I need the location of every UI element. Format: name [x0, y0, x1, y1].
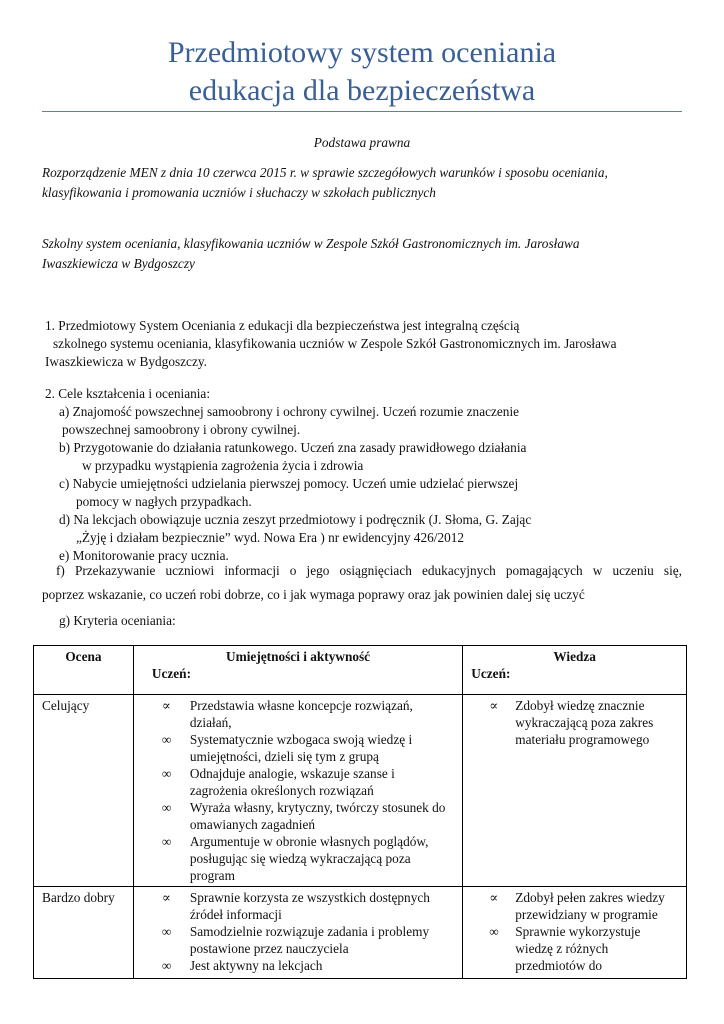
- section-2: [45, 385, 705, 565]
- table-header-row: [34, 646, 687, 695]
- goal-f-line-2: poprzez wskazanie, co uczeń robi dobrze, co i jak wymaga poprawy oraz jak powinien dalej się uczyć: [42, 587, 585, 602]
- goal-c-line-2: pomocy w nagłych przypadkach.: [76, 494, 252, 509]
- goal-d-line-1: d) Na lekcjach obowiązuje ucznia zeszyt przedmiotowy i podręcznik (J. Słoma, G. Zając: [59, 512, 532, 527]
- list-item: ∝ Sprawnie korzysta ze wszystkich dostępnych źródeł informacji: [161, 890, 430, 922]
- section-1: [45, 317, 705, 371]
- section-1-line-2: szkolnego systemu oceniania, klasyfikowania uczniów w Zespole Szkół Gastronomicznych im. Jarosława: [53, 336, 617, 351]
- list-item: ∞ Jest aktywny na lekcjach: [161, 958, 323, 973]
- goal-a-line-1: a) Znajomość powszechnej samoobrony i ochrony cywilnej. Uczeń rozumie znaczenie: [59, 404, 520, 419]
- list-item: ∞ Argumentuje w obronie własnych poglądów, posługując się wiedzą wykraczającą poza program: [161, 834, 429, 883]
- document-title: [42, 34, 682, 110]
- grading-criteria-table: [33, 645, 687, 979]
- table-row: [34, 695, 687, 887]
- row-grade-celujacy: Celujący: [34, 695, 134, 887]
- list-item: ∞ Odnajduje analogie, wskazuje szanse i zagrożenia określonych rozwiązań: [161, 766, 395, 798]
- list-item: ∝ Przedstawia własne koncepcje rozwiązań, działań,: [161, 698, 413, 730]
- school-line-1: Szkolny system oceniania, klasyfikowania uczniów w Zespole Szkół Gastronomicznych im. Jarosława: [42, 236, 580, 251]
- list-item: ∞ Samodzielnie rozwiązuje zadania i problemy postawione przez nauczyciela: [161, 924, 430, 956]
- school-system-text: [42, 234, 702, 274]
- row-skills-bardzo-dobry: [133, 887, 462, 979]
- section-1-line-3: Iwaszkiewicza w Bydgoszczy.: [45, 354, 207, 369]
- list-item: ∞ Wyraża własny, krytyczny, twórczy stosunek do omawianych zagadnień: [161, 800, 446, 832]
- row-grade-bardzo-dobry: Bardzo dobry: [34, 887, 134, 979]
- knowledge-list: [471, 697, 678, 748]
- title-divider: [42, 111, 682, 112]
- regulation-line-2: klasyfikowania i promowania uczniów i słuchaczy w szkołach publicznych: [42, 185, 436, 200]
- bullet-icon: ∞: [161, 766, 172, 781]
- bullet-icon: ∝: [489, 890, 499, 905]
- goal-g: g) Kryteria oceniania:: [59, 613, 176, 628]
- goal-a-line-2: powszechnej samoobrony i obrony cywilnej.: [62, 422, 301, 437]
- goal-c-line-1: c) Nabycie umiejętności udzielania pierwszej pomocy. Uczeń umie udzielać pierwszej: [59, 476, 519, 491]
- bullet-icon: ∞: [489, 924, 499, 939]
- bullet-icon: ∞: [161, 958, 172, 973]
- bullet-icon: ∞: [161, 924, 172, 939]
- legal-basis-heading: Podstawa prawna: [313, 135, 411, 150]
- row-knowledge-celujacy: [463, 695, 687, 887]
- section-2-heading: 2. Cele kształcenia i oceniania:: [45, 386, 211, 401]
- goal-e: e) Monitorowanie pracy ucznia.: [59, 548, 229, 563]
- bullet-icon: ∞: [161, 834, 172, 849]
- header-skills-sub: Uczeń:: [151, 666, 192, 681]
- school-line-2: Iwaszkiewicza w Bydgoszczy: [42, 256, 195, 271]
- goal-b-line-2: w przypadku wystąpienia zagrożenia życia i zdrowia: [82, 458, 364, 473]
- title-line-1: Przedmiotowy system oceniania: [167, 36, 557, 69]
- section-1-line-1: 1. Przedmiotowy System Oceniania z edukacji dla bezpieczeństwa jest integralną częścią: [45, 318, 520, 333]
- title-line-2: edukacja dla bezpieczeństwa: [188, 74, 536, 107]
- bullet-icon: ∞: [161, 732, 172, 747]
- bullet-icon: ∝: [161, 890, 171, 905]
- regulation-line-1: Rozporządzenie MEN z dnia 10 czerwca 2015 r. w sprawie szczegółowych warunków i sposobu oceniania,: [42, 165, 608, 180]
- header-grade: Ocena: [34, 646, 134, 695]
- skills-list: [142, 697, 454, 884]
- skills-list: [142, 889, 454, 974]
- header-knowledge: [463, 646, 687, 695]
- bullet-icon: ∝: [161, 698, 171, 713]
- header-knowledge-sub: Uczeń:: [471, 666, 511, 681]
- bullet-icon: ∝: [489, 698, 499, 713]
- list-item: ∞ Systematycznie wzbogaca swoją wiedzę i umiejętności, dzieli się tym z grupą: [161, 732, 413, 764]
- goal-b-line-1: b) Przygotowanie do działania ratunkowego. Uczeń zna zasady prawidłowego działania: [59, 440, 527, 455]
- regulation-text: [42, 163, 702, 203]
- table-row: [34, 887, 687, 979]
- row-skills-celujacy: [133, 695, 462, 887]
- list-item: ∝ Zdobył pełen zakres wiedzy przewidziany w programie: [489, 890, 665, 922]
- row-knowledge-bardzo-dobry: [463, 887, 687, 979]
- list-item: ∞ Sprawnie wykorzystuje wiedzę z różnych przedmiotów do: [489, 924, 641, 973]
- list-item: ∝ Zdobył wiedzę znacznie wykraczającą poza zakres materiału programowego: [489, 698, 654, 747]
- goal-f-line-1: f) Przekazywanie uczniowi informacji o jego osiągnięciach edukacyjnych pomagających w uczeniu się,: [56, 563, 682, 578]
- header-skills: [133, 646, 462, 695]
- goal-d-line-2: „Żyję i działam bezpiecznie” wyd. Nowa Era ) nr ewidencyjny 426/2012: [76, 530, 465, 545]
- header-skills-title: Umiejętności i aktywność: [226, 649, 371, 664]
- bullet-icon: ∞: [161, 800, 172, 815]
- header-knowledge-title: Wiedza: [553, 649, 596, 664]
- knowledge-list: [471, 889, 678, 974]
